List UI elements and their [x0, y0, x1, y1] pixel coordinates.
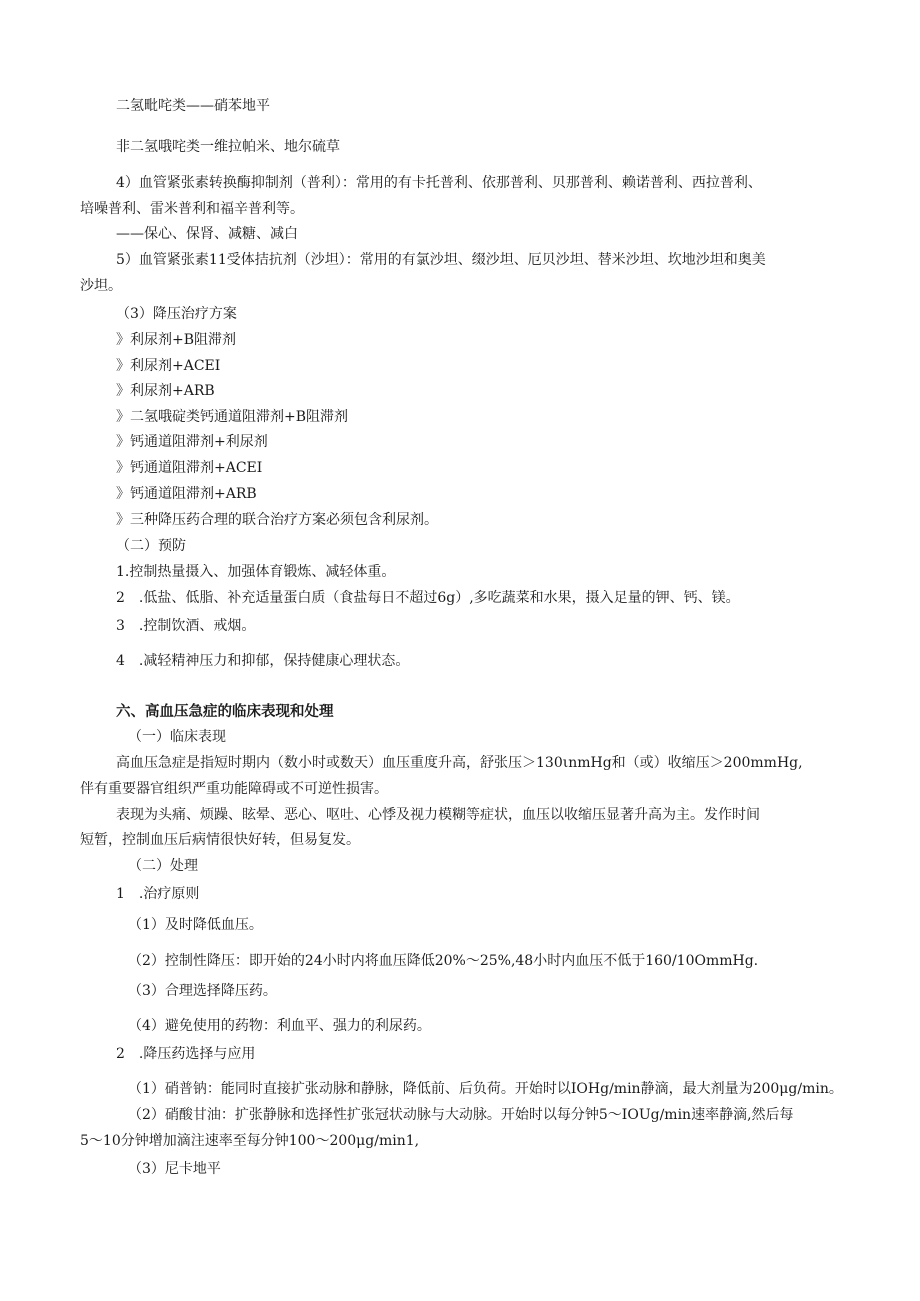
text-line: 培噪普利、雷米普利和福辛普利等。	[80, 201, 304, 217]
list-item: 》钙通道阻滞剂+利尿剂	[116, 434, 268, 450]
text-line: 5～10分钟增加滴注速率至每分钟100～200μg∕min1,	[80, 1133, 420, 1149]
text-line: 3 .控制饮酒、戒烟。	[116, 618, 256, 634]
text-line: （3）尼卡地平	[128, 1161, 221, 1177]
text-line: （2）硝酸甘油：扩张静脉和选择性扩张冠状动脉与大动脉。开始时以每分钟5～IOUg∕min速率静滴,然后每	[128, 1107, 794, 1123]
chapter-heading: 六、高血压急症的临床表现和处理	[116, 704, 334, 720]
text-line: 沙坦。	[80, 278, 122, 294]
list-item: 》二氢哦碇类钙通道阻滞剂+B阻滞剂	[116, 409, 349, 425]
list-item: 》钙通道阻滞剂+ARB	[116, 486, 257, 502]
text-line: 5）血管紧张素11受体拮抗剂（沙坦）：常用的有氯沙坦、缀沙坦、厄贝沙坦、替米沙坦、坎地沙坦和奥美	[116, 252, 766, 268]
list-item: 》利尿剂+ACEI	[116, 358, 221, 374]
section-heading: （二）预防	[116, 538, 186, 554]
text-line: 表现为头痛、烦躁、眩晕、恶心、呕吐、心悸及视力模糊等症状，血压以收缩压显著升高为主。发作时间	[116, 807, 760, 823]
text-line: 1 .治疗原则	[116, 886, 200, 902]
text-line: （3）降压治疗方案	[116, 306, 237, 322]
text-line: 短暂，控制血压后病情很快好转，但易复发。	[80, 832, 360, 848]
section-heading: （二）处理	[128, 858, 198, 874]
text-line: 二氢毗咤类——硝苯地平	[116, 98, 270, 114]
section-heading: （一）临床表现	[128, 729, 226, 745]
text-line: 4）血管紧张素转换酶抑制剂（普利）：常用的有卡托普利、依那普利、贝那普利、赖诺普利、西拉普利、	[116, 175, 762, 191]
list-item: 》利尿剂+B阻滞剂	[116, 332, 237, 348]
list-item: 》钙通道阻滞剂+ACEI	[116, 460, 263, 476]
list-item: 》三种降压药合理的联合治疗方案必须包含利尿剂。	[116, 512, 438, 528]
text-line: 1.控制热量摄入、加强体育锻炼、减轻体重。	[116, 564, 396, 580]
list-item: 》利尿剂+ARB	[116, 383, 215, 399]
text-line: （1）及时降低血压。	[128, 917, 263, 933]
text-line: ——保心、保肾、减糖、减白	[116, 226, 298, 242]
text-line: 非二氢哦咤类一维拉帕米、地尔硫草	[116, 139, 340, 155]
text-line: 伴有重要器官组织严重功能障碍或不可逆性损害。	[80, 781, 388, 797]
text-line: （4）避免使用的药物：利血平、强力的利尿药。	[128, 1018, 431, 1034]
text-line: 2 .低盐、低脂、补充适量蛋白质（食盐每日不超过6g）,多吃蔬菜和水果，摄入足量的钾、钙、镁。	[116, 590, 740, 606]
text-line: 高血压急症是指短时期内（数小时或数天）血压重度升高，舒张压＞130ιnmHg和（或）收缩压＞200mmHg,	[116, 755, 803, 771]
text-line: （3）合理选择降压药。	[128, 983, 277, 999]
text-line: 2 .降压药选择与应用	[116, 1046, 256, 1062]
text-line: （1）硝普钠：能同时直接扩张动脉和静脉，降低前、后负荷。开始时以IOHg∕min静滴，最大剂量为200μg∕min。	[128, 1081, 843, 1097]
text-line: （2）控制性降压：即开始的24小时内将血压降低20%～25%,48小时内血压不低于160/10OmmHg.	[128, 953, 759, 969]
text-line: 4 .减轻精神压力和抑郁，保持健康心理状态。	[116, 653, 410, 669]
